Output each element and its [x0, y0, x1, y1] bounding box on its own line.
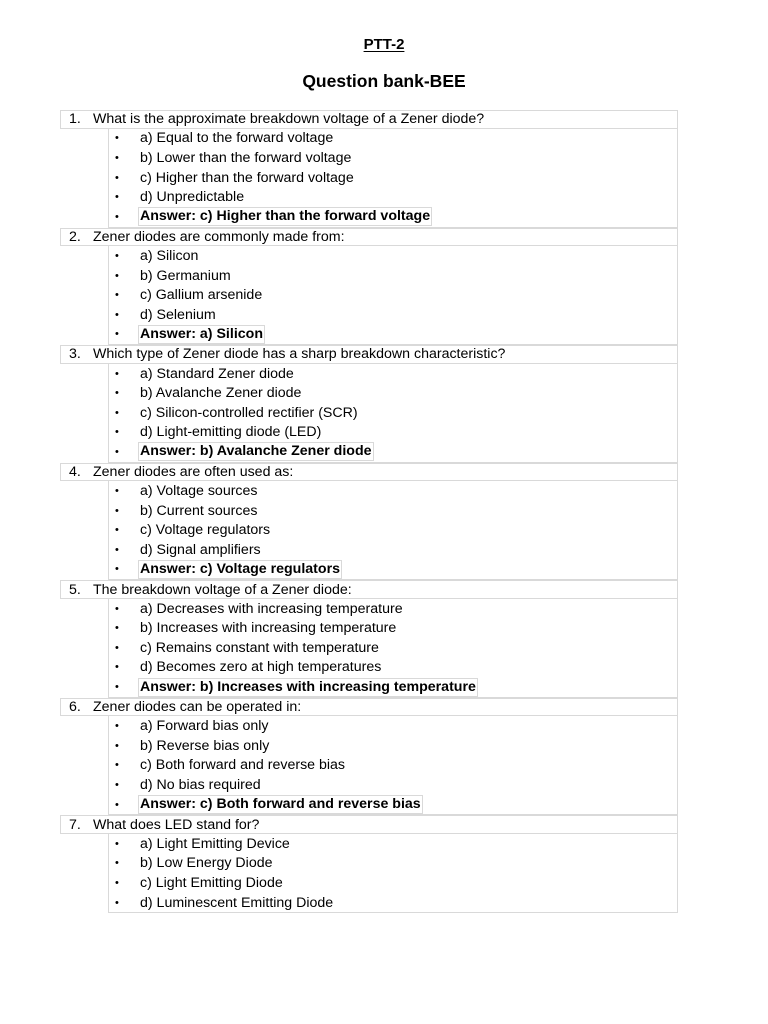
question-block: [60, 580, 678, 698]
bullet-icon: •: [115, 759, 119, 772]
question-number: 2.: [69, 228, 81, 245]
bullet-icon: •: [115, 269, 119, 282]
answer-text: Answer: b) Increases with increasing temperature: [140, 678, 476, 695]
bullet-icon: •: [115, 132, 119, 145]
option-item: [109, 187, 677, 207]
answer-item: [109, 677, 677, 697]
option-text: b) Avalanche Zener diode: [140, 385, 302, 402]
bullet-icon: •: [115, 445, 119, 458]
question-text: Zener diodes can be operated in:: [93, 699, 302, 716]
question-text: Zener diodes are commonly made from:: [93, 228, 345, 245]
bullet-icon: •: [115, 602, 119, 615]
question-number: 5.: [69, 581, 81, 598]
question-block: [60, 110, 678, 228]
option-text: c) Gallium arsenide: [140, 287, 263, 304]
question-block: [60, 815, 678, 913]
question-row: [60, 463, 678, 482]
option-text: c) Both forward and reverse bias: [140, 757, 346, 774]
option-item: [109, 148, 677, 168]
question-number: 1.: [69, 111, 81, 128]
option-text: a) Voltage sources: [140, 483, 258, 500]
bullet-icon: •: [115, 308, 119, 321]
option-text: b) Reverse bias only: [140, 737, 270, 754]
bullet-icon: •: [115, 720, 119, 733]
bullet-icon: •: [115, 524, 119, 537]
bullet-icon: •: [115, 739, 119, 752]
bullet-icon: •: [115, 778, 119, 791]
bullet-icon: •: [115, 798, 119, 811]
options-list: [108, 599, 678, 698]
option-item: [109, 873, 677, 893]
bullet-icon: •: [115, 367, 119, 380]
question-text: Zener diodes are often used as:: [93, 463, 294, 480]
bullet-icon: •: [115, 681, 119, 694]
option-text: b) Low Energy Diode: [140, 855, 273, 872]
answer-text: Answer: c) Voltage regulators: [140, 560, 340, 577]
option-text: a) Forward bias only: [140, 718, 269, 735]
question-row: [60, 580, 678, 599]
answer-item: [109, 442, 677, 462]
bullet-icon: •: [115, 563, 119, 576]
option-text: d) Unpredictable: [140, 189, 245, 206]
option-item: [109, 305, 677, 325]
option-text: b) Germanium: [140, 267, 231, 284]
option-item: [109, 403, 677, 423]
answer-text: Answer: c) Both forward and reverse bias: [140, 796, 421, 813]
option-text: b) Increases with increasing temperature: [140, 620, 397, 637]
option-text: c) Light Emitting Diode: [140, 874, 283, 891]
option-text: a) Decreases with increasing temperature: [140, 600, 403, 617]
question-text: Which type of Zener diode has a sharp breakdown characteristic?: [93, 346, 506, 363]
option-text: c) Higher than the forward voltage: [140, 169, 354, 186]
option-item: [109, 893, 677, 913]
option-item: [109, 520, 677, 540]
option-text: b) Current sources: [140, 502, 258, 519]
option-item: [109, 756, 677, 776]
bullet-icon: •: [115, 837, 119, 850]
option-item: [109, 266, 677, 286]
option-text: d) Signal amplifiers: [140, 541, 261, 558]
question-block: [60, 463, 678, 581]
bullet-icon: •: [115, 249, 119, 262]
options-list: [108, 716, 678, 815]
answer-item: [109, 207, 677, 227]
option-text: b) Lower than the forward voltage: [140, 149, 352, 166]
option-item: [109, 716, 677, 736]
answer-item: [109, 795, 677, 815]
option-text: d) Light-emitting diode (LED): [140, 424, 322, 441]
answer-item: [109, 325, 677, 345]
bullet-icon: •: [115, 876, 119, 889]
option-item: [109, 285, 677, 305]
question-row: [60, 345, 678, 364]
bullet-icon: •: [115, 191, 119, 204]
option-text: c) Silicon-controlled rectifier (SCR): [140, 404, 358, 421]
answer-text: Answer: b) Avalanche Zener diode: [140, 443, 372, 460]
bullet-icon: •: [115, 641, 119, 654]
question-row: [60, 698, 678, 717]
option-item: [109, 540, 677, 560]
option-text: c) Voltage regulators: [140, 522, 271, 539]
bullet-icon: •: [115, 328, 119, 341]
bullet-icon: •: [115, 896, 119, 909]
option-item: [109, 618, 677, 638]
options-list: [108, 129, 678, 228]
option-item: [109, 423, 677, 443]
question-number: 6.: [69, 699, 81, 716]
option-item: [109, 854, 677, 874]
bullet-icon: •: [115, 661, 119, 674]
option-text: a) Standard Zener diode: [140, 365, 294, 382]
question-text: The breakdown voltage of a Zener diode:: [93, 581, 352, 598]
option-item: [109, 364, 677, 384]
answer-item: [109, 560, 677, 580]
bullet-icon: •: [115, 406, 119, 419]
option-text: a) Silicon: [140, 247, 199, 264]
option-text: a) Equal to the forward voltage: [140, 130, 334, 147]
document-title: PTT-2: [363, 36, 405, 53]
option-item: [109, 775, 677, 795]
option-text: d) Becomes zero at high temperatures: [140, 659, 382, 676]
question-row: [60, 110, 678, 129]
question-number: 3.: [69, 346, 81, 363]
bullet-icon: •: [115, 504, 119, 517]
options-list: [108, 481, 678, 580]
bullet-icon: •: [115, 387, 119, 400]
option-item: [109, 246, 677, 266]
bullet-icon: •: [115, 210, 119, 223]
option-item: [109, 383, 677, 403]
question-number: 4.: [69, 463, 81, 480]
bullet-icon: •: [115, 171, 119, 184]
option-text: c) Remains constant with temperature: [140, 639, 379, 656]
document-subtitle: Question bank-BEE: [302, 71, 466, 91]
bullet-icon: •: [115, 857, 119, 870]
question-text: What does LED stand for?: [93, 816, 260, 833]
question-block: [60, 228, 678, 346]
answer-text: Answer: c) Higher than the forward voltage: [140, 208, 431, 225]
option-item: [109, 129, 677, 149]
question-row: [60, 228, 678, 247]
question-row: [60, 815, 678, 834]
option-item: [109, 168, 677, 188]
bullet-icon: •: [115, 426, 119, 439]
bullet-icon: •: [115, 289, 119, 302]
question-block: [60, 698, 678, 816]
option-item: [109, 501, 677, 521]
options-list: [108, 834, 678, 913]
options-list: [108, 364, 678, 463]
question-number: 7.: [69, 816, 81, 833]
question-text: What is the approximate breakdown voltage of a Zener diode?: [93, 111, 485, 128]
answer-text: Answer: a) Silicon: [140, 325, 263, 342]
question-block: [60, 345, 678, 463]
bullet-icon: •: [115, 485, 119, 498]
option-text: d) Luminescent Emitting Diode: [140, 894, 334, 911]
option-text: a) Light Emitting Device: [140, 835, 290, 852]
option-item: [109, 599, 677, 619]
option-text: d) No bias required: [140, 776, 261, 793]
option-item: [109, 834, 677, 854]
option-text: d) Selenium: [140, 306, 216, 323]
option-item: [109, 481, 677, 501]
question-list: [60, 110, 678, 913]
bullet-icon: •: [115, 151, 119, 164]
option-item: [109, 638, 677, 658]
bullet-icon: •: [115, 543, 119, 556]
option-item: [109, 658, 677, 678]
option-item: [109, 736, 677, 756]
options-list: [108, 246, 678, 345]
bullet-icon: •: [115, 622, 119, 635]
